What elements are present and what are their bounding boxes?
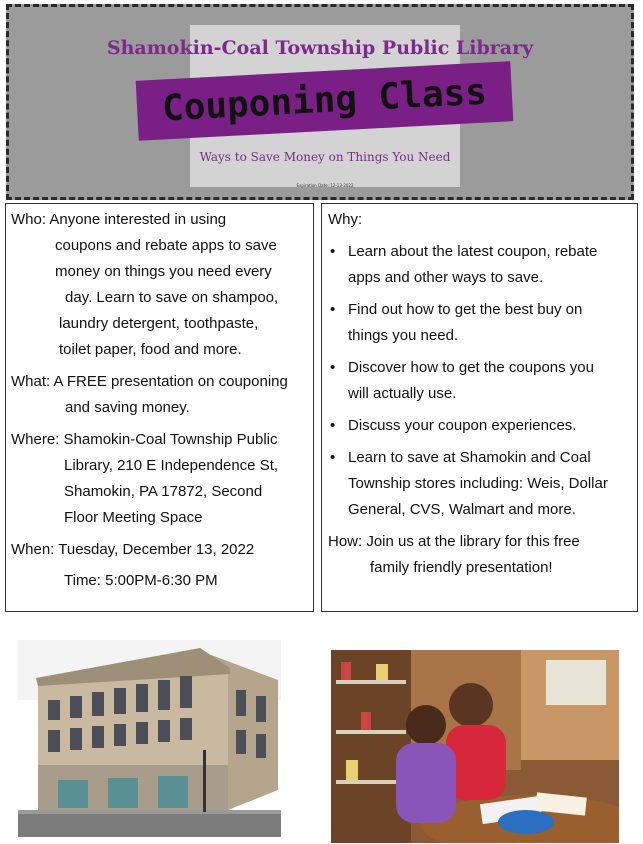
why-bullet	[328, 239, 631, 291]
where-line: Library, 210 E Independence St,	[64, 457, 279, 474]
where-line: Where: Shamokin-Coal Township Public	[11, 431, 278, 448]
class-title: Couponing Class	[161, 71, 488, 130]
who-line: day. Learn to save on shampoo,	[65, 289, 279, 306]
when-time: Time: 5:00PM-6:30 PM	[64, 572, 218, 589]
event-details-box	[5, 203, 314, 612]
library-name: Shamokin-Coal Township Public Library	[106, 37, 534, 59]
bullet-icon: •	[330, 359, 336, 376]
bullet-text: General, CVS, Walmart and more.	[348, 501, 576, 518]
who-line: money on things you need every	[55, 263, 272, 280]
bullet-text: Learn about the latest coupon, rebate	[348, 243, 598, 260]
bullet-text: Township stores including: Weis, Dollar	[348, 475, 608, 492]
why-bullet	[328, 413, 631, 439]
bullet-text: Find out how to get the best buy on	[348, 301, 583, 318]
bullet-text: apps and other ways to save.	[348, 269, 544, 286]
why-heading: Why:	[328, 211, 363, 228]
how-line: How: Join us at the library for this free	[328, 533, 580, 550]
bullet-icon: •	[330, 417, 336, 434]
tagline: Ways to Save Money on Things You Need	[199, 150, 451, 164]
what-line: What: A FREE presentation on couponing	[11, 373, 288, 390]
bullet-icon: •	[330, 243, 336, 260]
who-line: coupons and rebate apps to save	[55, 237, 277, 254]
bullet-text: will actually use.	[348, 385, 457, 402]
bullet-text: things you need.	[348, 327, 459, 344]
why-bullet	[328, 297, 631, 349]
bullet-icon: •	[330, 301, 336, 318]
why-bullet	[328, 445, 631, 523]
where-line: Floor Meeting Space	[64, 509, 203, 526]
how-line: family friendly presentation!	[370, 559, 553, 576]
bullet-text: Discuss your coupon experiences.	[348, 417, 577, 434]
bullet-icon: •	[330, 449, 336, 466]
children-couponing-photo	[331, 650, 619, 843]
bullet-text: Discover how to get the coupons you	[348, 359, 594, 376]
when-date: When: Tuesday, December 13, 2022	[11, 541, 255, 558]
why-box	[321, 203, 638, 612]
library-building-photo	[18, 640, 281, 837]
who-line: Who: Anyone interested in using	[11, 211, 227, 228]
who-line: toilet paper, food and more.	[59, 341, 242, 358]
where-line: Shamokin, PA 17872, Second	[64, 483, 263, 500]
what-line: and saving money.	[65, 399, 190, 416]
bullet-text: Learn to save at Shamokin and Coal	[348, 449, 591, 466]
expiration-date: Expiration Date: 12-13-2022	[296, 183, 354, 188]
who-line: laundry detergent, toothpaste,	[59, 315, 259, 332]
why-bullet	[328, 355, 631, 407]
coupon-banner	[6, 4, 634, 200]
